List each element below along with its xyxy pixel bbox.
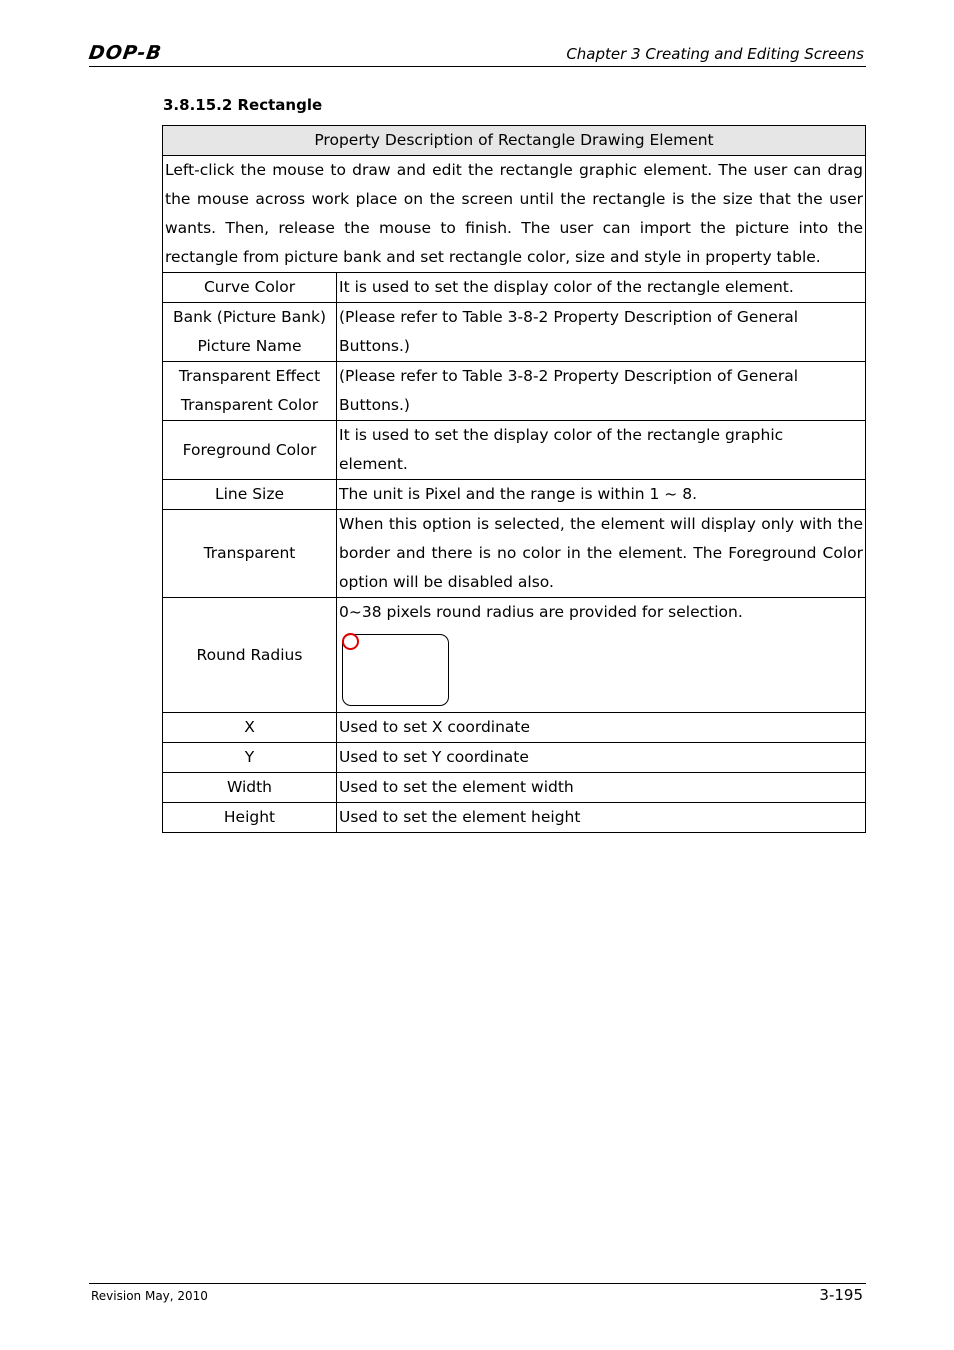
property-name: Foreground Color bbox=[163, 421, 337, 480]
intro-text: Left-click the mouse to draw and edit the rectangle graphic element. The user can drag the mouse across work place on the screen until the rectangle is the size that the user wants. Then, release the mouse to finish. The user can import the picture into the rectangle from picture bank and set rectangle color, size and style in property table. bbox=[163, 156, 866, 273]
property-name bbox=[163, 362, 337, 421]
property-desc: The unit is Pixel and the range is within 1 ~ 8. bbox=[337, 480, 866, 510]
property-table bbox=[162, 125, 866, 833]
table-header-row bbox=[163, 126, 866, 156]
property-name-line: Transparent Color bbox=[180, 396, 319, 414]
table-row bbox=[163, 421, 866, 480]
property-desc: Used to set the element width bbox=[337, 773, 866, 803]
revision-date: Revision May, 2010 bbox=[91, 1289, 208, 1303]
property-desc: When this option is selected, the element will display only with the border and there is no color in the element. The Foreground Color option will be disabled also. bbox=[337, 510, 866, 598]
property-desc: Used to set Y coordinate bbox=[337, 743, 866, 773]
property-desc: Used to set the element height bbox=[337, 803, 866, 833]
property-desc-line: (Please refer to Table 3-8-2 Property Description of General bbox=[339, 308, 798, 326]
property-desc-line: Buttons.) bbox=[339, 396, 410, 414]
property-name bbox=[163, 303, 337, 362]
property-desc: Used to set X coordinate bbox=[337, 713, 866, 743]
table-row bbox=[163, 713, 866, 743]
page-header bbox=[89, 40, 866, 67]
table-row bbox=[163, 362, 866, 421]
intro-row bbox=[163, 156, 866, 273]
page-number: 3-195 bbox=[819, 1286, 863, 1304]
property-desc-line: (Please refer to Table 3-8-2 Property Description of General bbox=[339, 367, 798, 385]
chapter-title: Chapter 3 Creating and Editing Screens bbox=[566, 45, 864, 63]
table-row bbox=[163, 303, 866, 362]
property-name-line: Bank (Picture Bank) bbox=[172, 308, 327, 326]
property-name-line: Transparent Effect bbox=[178, 367, 321, 385]
property-name: Round Radius bbox=[163, 598, 337, 713]
table-row bbox=[163, 803, 866, 833]
property-desc bbox=[337, 303, 866, 362]
page-footer bbox=[89, 1283, 866, 1306]
property-name: Line Size bbox=[163, 480, 337, 510]
property-desc bbox=[337, 362, 866, 421]
property-desc bbox=[337, 598, 866, 713]
table-row bbox=[163, 743, 866, 773]
property-name-line: Picture Name bbox=[197, 337, 302, 355]
radius-highlight-circle bbox=[342, 633, 359, 650]
property-name: X bbox=[163, 713, 337, 743]
property-desc-line: 0~38 pixels round radius are provided for selection. bbox=[339, 603, 743, 621]
table-row bbox=[163, 273, 866, 303]
property-desc-line: It is used to set the display color of the rectangle graphic bbox=[339, 426, 784, 444]
property-desc bbox=[337, 421, 866, 480]
table-row bbox=[163, 480, 866, 510]
product-logo: DOP-B bbox=[87, 42, 164, 64]
property-desc-line: Buttons.) bbox=[339, 337, 410, 355]
property-name: Height bbox=[163, 803, 337, 833]
property-name: Width bbox=[163, 773, 337, 803]
property-name: Transparent bbox=[163, 510, 337, 598]
table-caption: Property Description of Rectangle Drawing Element bbox=[163, 126, 866, 156]
table-row bbox=[163, 773, 866, 803]
property-name: Y bbox=[163, 743, 337, 773]
table-row bbox=[163, 510, 866, 598]
property-desc: It is used to set the display color of the rectangle element. bbox=[337, 273, 866, 303]
property-name: Curve Color bbox=[163, 273, 337, 303]
table-row bbox=[163, 598, 866, 713]
property-desc-line: element. bbox=[339, 455, 408, 473]
round-radius-figure bbox=[340, 629, 450, 705]
section-title: 3.8.15.2 Rectangle bbox=[163, 96, 323, 114]
